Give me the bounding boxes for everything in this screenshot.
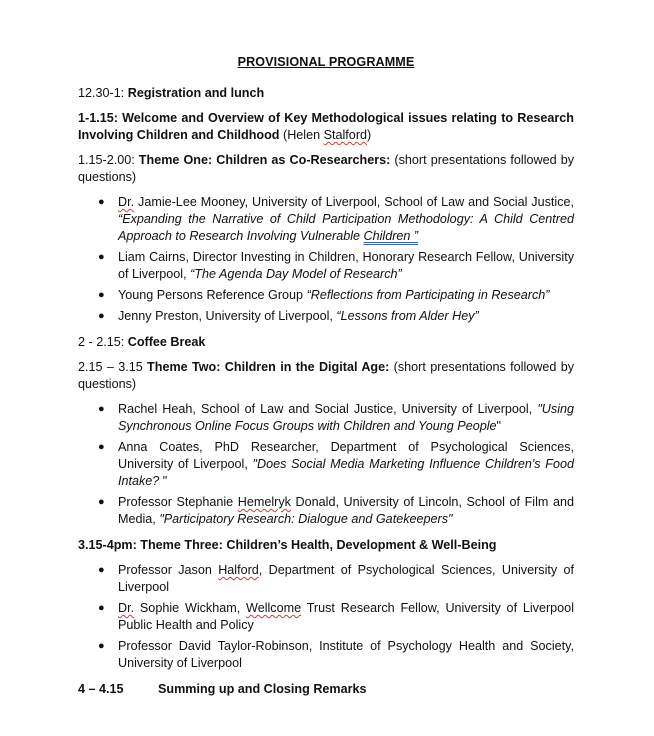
list-item xyxy=(78,439,574,490)
list-item xyxy=(78,308,574,325)
list-item xyxy=(78,401,574,435)
speaker-name-pre: Professor Stephanie xyxy=(118,495,238,509)
closing-text: Summing up and Closing Remarks xyxy=(158,682,367,696)
bullet-icon: ● xyxy=(98,251,105,263)
registration-line xyxy=(78,85,574,102)
coffee-line xyxy=(78,334,574,351)
list-item xyxy=(78,494,574,528)
speaker-name: Anna Coates, PhD Researcher, Department of Psychological Sciences, University of Liverpool, xyxy=(118,440,574,471)
speaker-honorific: Dr. xyxy=(118,195,135,209)
theme3-heading: 3.15-4pm: Theme Three: Children’s Health, Development & Well-Being xyxy=(78,538,497,552)
talk-title: “Expanding the Narrative of Child Participation Methodology: A Child Centred Approach to Research Involving Vulnerable xyxy=(118,212,574,243)
speaker-name: Donald, University of Lincoln, School of Film and Media, xyxy=(118,495,574,526)
theme2-heading xyxy=(78,359,574,393)
talk-title: "Does Social Media Marketing Influence Children's Food Intake? xyxy=(118,457,574,488)
document-page xyxy=(78,54,574,698)
talk-title: “Lessons from Alder Hey” xyxy=(336,309,479,323)
theme3-list xyxy=(78,562,574,672)
bullet-icon: ● xyxy=(98,310,105,322)
speaker-name: Sophie Wickham, xyxy=(134,601,247,615)
welcome-time: 1-1.15: xyxy=(78,111,118,125)
page-title: PROVISIONAL PROGRAMME xyxy=(237,55,415,69)
speaker-name-pre: Professor Jason xyxy=(118,563,219,577)
theme2-title: Theme Two: Children in the Digital Age: xyxy=(142,360,390,374)
talk-title: “Reflections from Participating in Research” xyxy=(306,288,550,302)
theme1-heading xyxy=(78,152,574,186)
list-item xyxy=(78,600,574,634)
talk-title-end: Children ” xyxy=(363,229,419,243)
bullet-icon: ● xyxy=(98,289,105,301)
speaker-name: Liam Cairns, Director Investing in Children, Honorary Research Fellow, University of Liverpool, xyxy=(118,250,574,281)
closing-time: 4 – 4.15 xyxy=(78,682,124,696)
talk-title: "Participatory Research: Dialogue and Gatekeepers" xyxy=(159,512,453,526)
talk-title-tail: " xyxy=(159,474,168,488)
coffee-text: Coffee Break xyxy=(124,335,206,349)
list-item xyxy=(78,194,574,245)
theme1-title: Theme One: Children as Co-Researchers: xyxy=(134,153,391,167)
speaker-name: Jenny Preston, University of Liverpool, xyxy=(118,309,337,323)
bullet-icon: ● xyxy=(98,496,105,508)
speaker-affiliation: Trust Research Fellow, University of Liverpool Public Health and Policy xyxy=(118,601,574,632)
theme2-list xyxy=(78,401,574,528)
bullet-icon: ● xyxy=(98,441,105,453)
theme2-note: (short presentations followed by questions) xyxy=(78,360,574,391)
welcome-text: Welcome and Overview of Key Methodological issues relating to Research Involving Children and Childhood xyxy=(78,111,574,142)
list-item xyxy=(78,249,574,283)
speaker-name: Rachel Heah, School of Law and Social Justice, University of Liverpool, xyxy=(118,402,538,416)
theme2-time: 2.15 – 3.15 xyxy=(78,360,143,374)
speaker-org-flagged: Wellcome xyxy=(246,601,302,615)
list-item xyxy=(78,638,574,672)
speaker-honorific: Dr. xyxy=(118,601,135,615)
talk-title: “The Agenda Day Model of Research” xyxy=(190,267,402,281)
theme1-note: (short presentations followed by questions) xyxy=(78,153,574,184)
welcome-speaker-post: ) xyxy=(367,128,372,142)
bullet-icon: ● xyxy=(98,564,105,576)
welcome-line xyxy=(78,110,574,144)
list-item xyxy=(78,287,574,304)
speaker-name: Jamie-Lee Mooney, University of Liverpool, School of Law and Social Justice, xyxy=(134,195,574,209)
bullet-icon: ● xyxy=(98,403,105,415)
coffee-time: 2 - 2.15: xyxy=(78,335,125,349)
speaker-name-flagged: Hemelryk xyxy=(237,495,291,509)
welcome-speaker-name: Stalford xyxy=(323,128,368,142)
theme1-time: 1.15-2.00: xyxy=(78,153,135,167)
speaker-name: , Department of Psychological Sciences, University of Liverpool xyxy=(118,563,575,594)
registration-text: Registration and lunch xyxy=(124,86,265,100)
theme1-list xyxy=(78,194,574,325)
bullet-icon: ● xyxy=(98,196,105,208)
speaker-name-flagged: Halford xyxy=(218,563,259,577)
list-item xyxy=(78,562,574,596)
talk-title-tail: " xyxy=(496,419,501,433)
welcome-speaker-pre: (Helen xyxy=(279,128,324,142)
bullet-icon: ● xyxy=(98,640,105,652)
speaker-name: Professor David Taylor-Robinson, Institute of Psychology Health and Society, University of Liverpool xyxy=(118,639,574,670)
talk-title: "Using Synchronous Online Focus Groups with Children and Young People xyxy=(118,402,574,433)
registration-time: 12.30-1: xyxy=(78,86,125,100)
speaker-name: Young Persons Reference Group xyxy=(118,288,307,302)
closing-line xyxy=(78,681,574,698)
bullet-icon: ● xyxy=(98,602,105,614)
